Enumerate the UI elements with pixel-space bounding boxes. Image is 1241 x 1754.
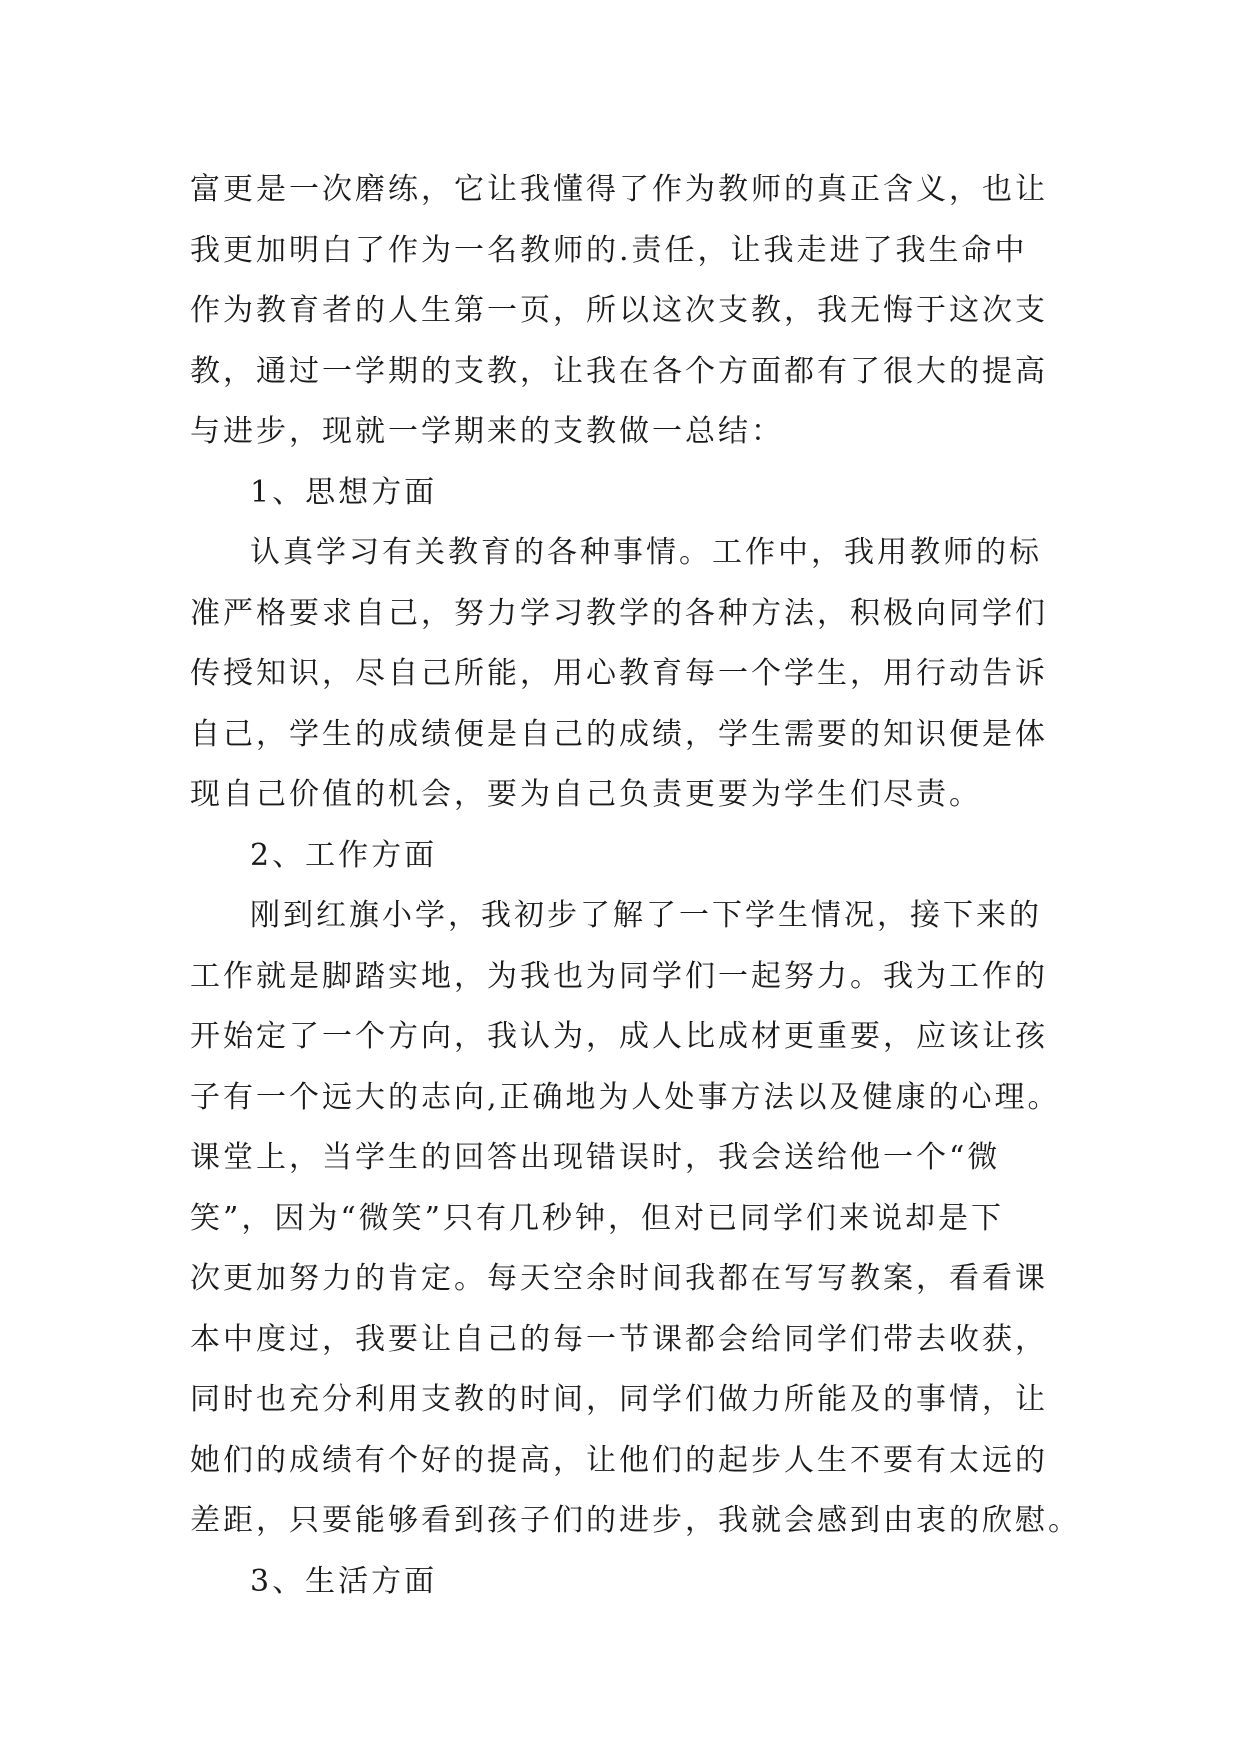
paragraph-line: 传授知识，尽自己所能，用心教育每一个学生，用行动告诉 (190, 656, 1048, 691)
paragraph-line: 开始定了一个方向，我认为，成人比成材更重要，应该让孩 (190, 1019, 1048, 1054)
paragraph-line: 我更加明白了作为一名教师的.责任，让我走进了我生命中 (190, 232, 1028, 268)
paragraph-line: 认真学习有关教育的各种事情。工作中，我用教师的标 (250, 535, 1042, 570)
paragraph-line: 次更加努力的肯定。每天空余时间我都在写写教案，看看课 (190, 1261, 1048, 1296)
paragraph-line: 本中度过，我要让自己的每一节课都会给同学们带去收获， (190, 1321, 1048, 1357)
paragraph-line: 差距，只要能够看到孩子们的进步，我就会感到由衷的欣慰。 (190, 1503, 1081, 1538)
paragraph-line: 与进步，现就一学期来的支教做一总结： (190, 414, 784, 449)
paragraph-line: 自己，学生的成绩便是自己的成绩，学生需要的知识便是体 (190, 716, 1048, 752)
document-body (190, 160, 1081, 1612)
paragraph-line: 3、生活方面 (250, 1563, 438, 1599)
paragraph-line: 富更是一次磨练，它让我懂得了作为教师的真正含义，也让 (190, 172, 1048, 207)
paragraph-line: 同时也充分利用支教的时间，同学们做力所能及的事情，让 (190, 1382, 1048, 1417)
paragraph-line: 准严格要求自己，努力学习教学的各种方法，积极向同学们 (190, 595, 1048, 631)
paragraph-line: 2、工作方面 (250, 837, 438, 873)
paragraph-line: 她们的成绩有个好的提高，让他们的起步人生不要有太远的 (190, 1442, 1048, 1478)
paragraph-line: 现自己价值的机会，要为自己负责更要为学生们尽责。 (190, 777, 982, 812)
paragraph-line: 1、思想方面 (250, 474, 438, 510)
paragraph-line: 刚到红旗小学，我初步了解了一下学生情况，接下来的 (250, 898, 1042, 933)
paragraph-line: 笑”，因为“微笑”只有几秒钟，但对已同学们来说却是下 (190, 1200, 1005, 1236)
paragraph-line: 子有一个远大的志向,正确地为人处事方法以及健康的心理。 (190, 1079, 1061, 1115)
paragraph-line: 教，通过一学期的支教，让我在各个方面都有了很大的提高 (190, 353, 1048, 389)
paragraph-line: 工作就是脚踏实地，为我也为同学们一起努力。我为工作的 (190, 958, 1048, 994)
paragraph-line: 课堂上，当学生的回答出现错误时，我会送给他一个“微 (190, 1140, 1001, 1175)
paragraph-line: 作为教育者的人生第一页，所以这次支教，我无悔于这次支 (190, 293, 1048, 328)
